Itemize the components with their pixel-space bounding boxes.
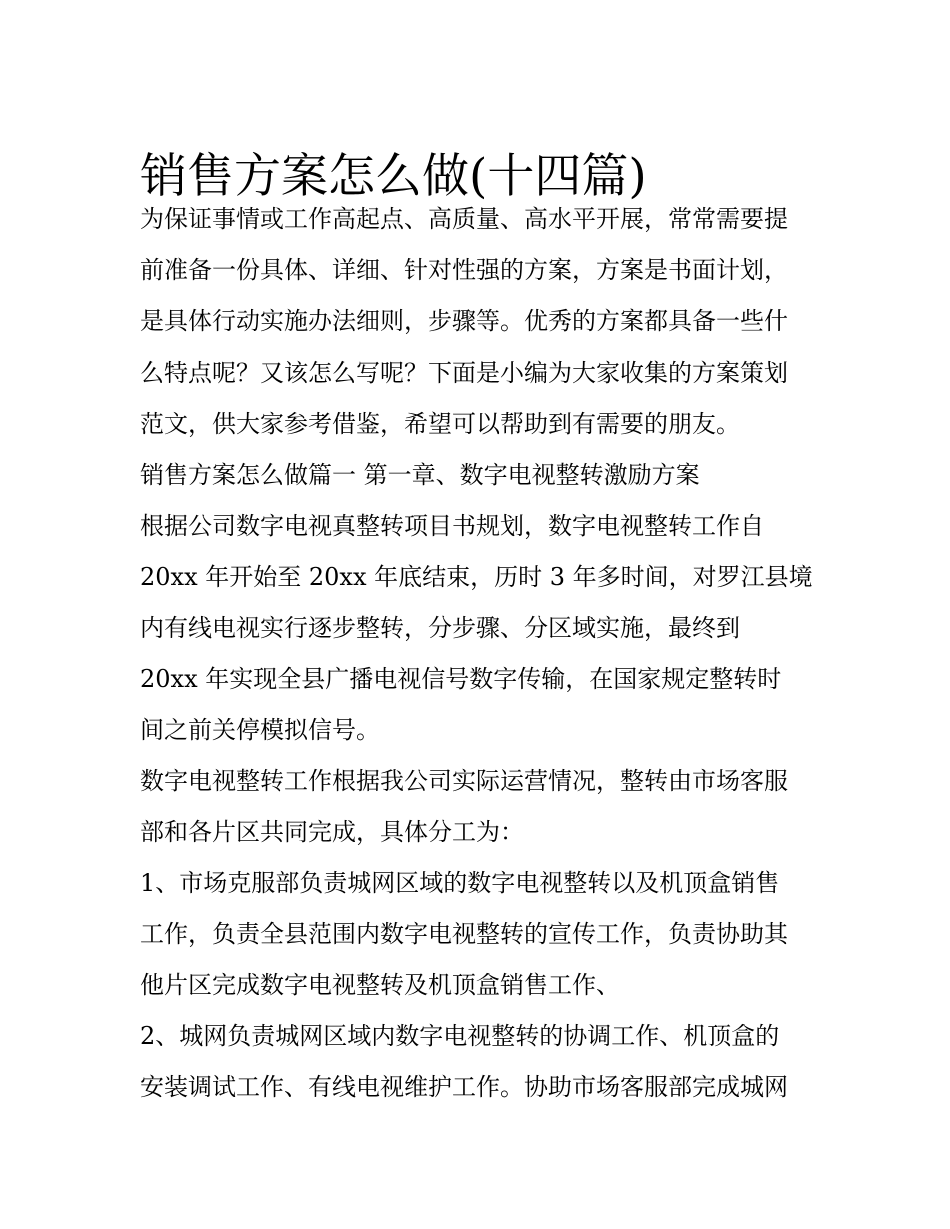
text-line-16: 他片区完成数字电视整转及机顶盒销售工作、 (140, 971, 620, 999)
text-line-18: 安装调试工作、有线电视维护工作。协助市场客服部完成城网 (140, 1073, 788, 1101)
text-line-11: 间之前关停模拟信号。 (140, 716, 380, 744)
text-line-2: 前准备一份具体、详细、针对性强的方案，方案是书面计划， (140, 256, 788, 284)
text-line-9: 内有线电视实行逐步整转，分步骤、分区域实施，最终到 (140, 614, 740, 642)
text-line-13: 部和各片区共同完成，具体分工为： (140, 818, 524, 846)
text-line-15: 工作，负责全县范围内数字电视整转的宣传工作，负责协助其 (140, 920, 788, 948)
text-line-8: 20xx 年开始至 20xx 年底结束，历时 3 年多时间，对罗江县境 (140, 563, 813, 591)
text-line-12: 数字电视整转工作根据我公司实际运营情况，整转由市场客服 (140, 767, 788, 795)
document-title: 销售方案怎么做(十四篇) (140, 149, 647, 205)
section-heading: 销售方案怎么做篇一 第一章、数字电视整转激励方案 (140, 461, 700, 489)
text-line-10: 20xx 年实现全县广播电视信号数字传输，在国家规定整转时 (140, 665, 782, 693)
text-line-3: 是具体行动实施办法细则，步骤等。优秀的方案都具备一些什 (140, 307, 788, 335)
list-item-2: 2、城网负责城网区域内数字电视整转的协调工作、机顶盒的 (140, 1022, 780, 1050)
text-line-5: 范文，供大家参考借鉴，希望可以帮助到有需要的朋友。 (140, 410, 740, 438)
text-line-1: 为保证事情或工作高起点、高质量、高水平开展，常常需要提 (140, 205, 788, 233)
text-line-4: 么特点呢？又该怎么写呢？下面是小编为大家收集的方案策划 (140, 359, 788, 387)
text-line-7: 根据公司数字电视真整转项目书规划，数字电视整转工作自 (140, 512, 764, 540)
list-item-1: 1、市场克服部负责城网区域的数字电视整转以及机顶盒销售 (140, 869, 780, 897)
